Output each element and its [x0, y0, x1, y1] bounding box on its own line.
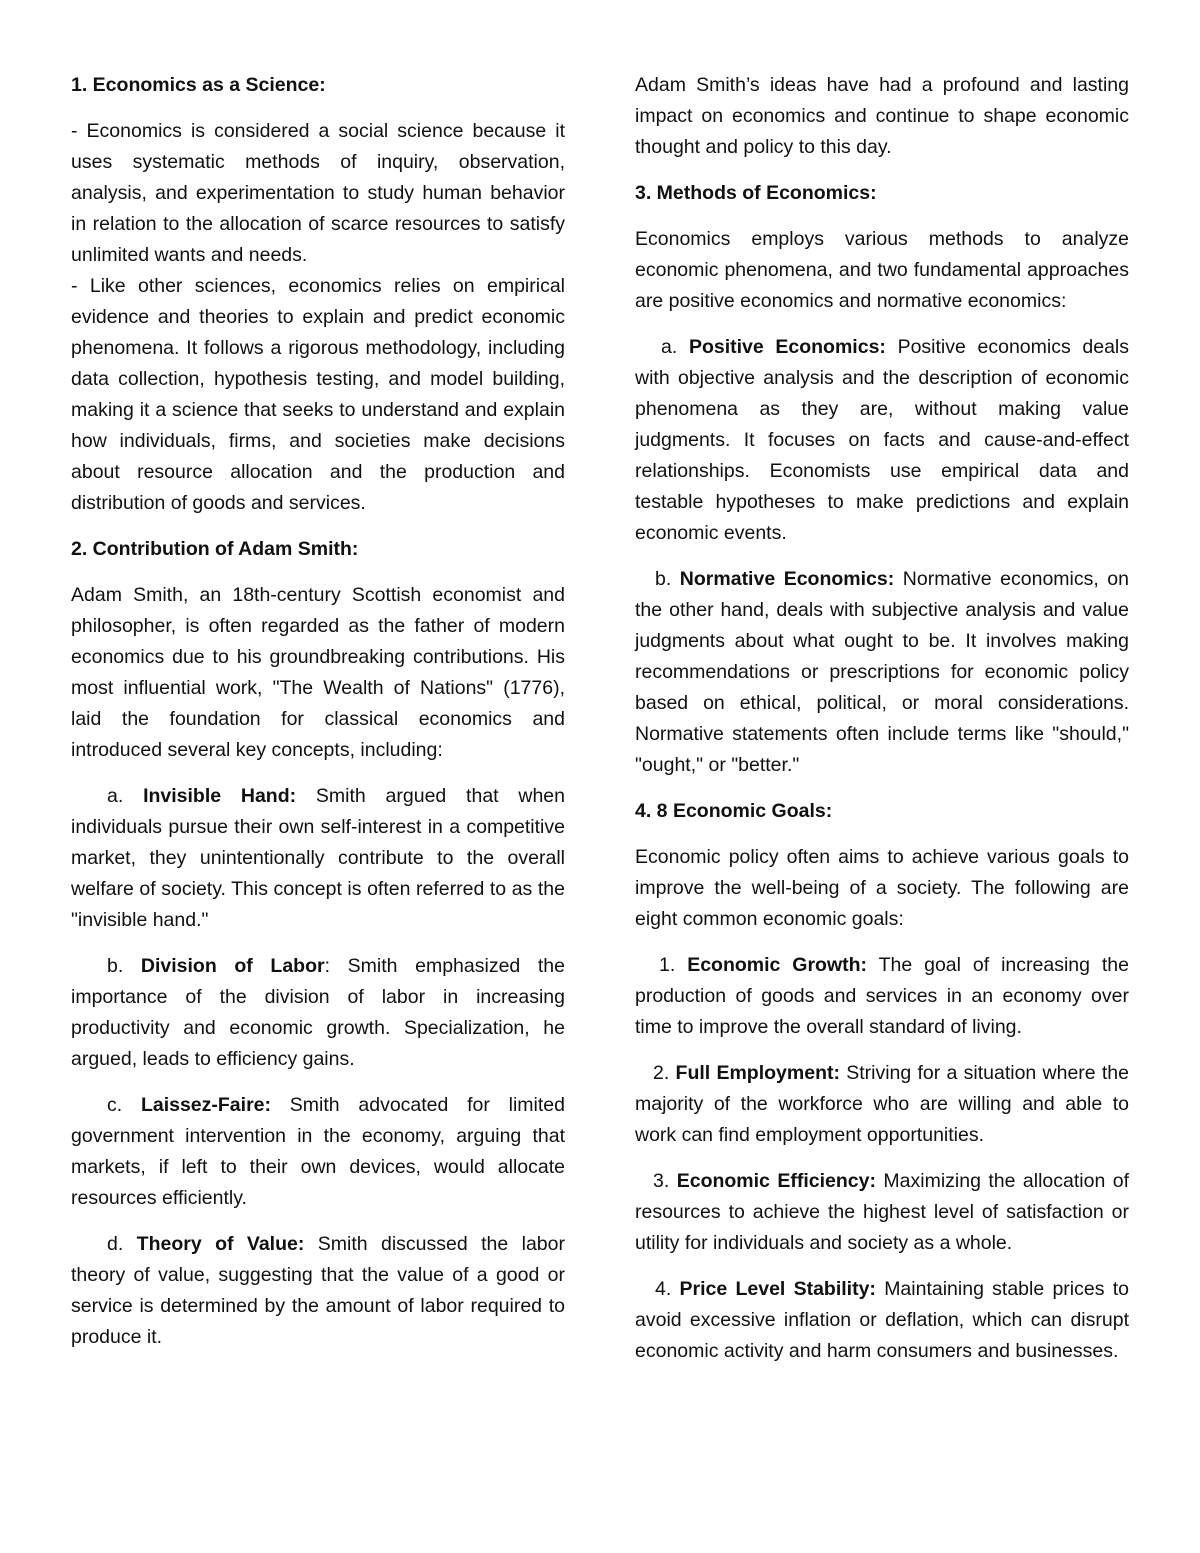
paragraph-adam-smith-conclusion: Adam Smith’s ideas have had a profound and lasting impact on economics and continue to shape economic thought and policy to this day. [635, 74, 1129, 158]
item-term: Economic Growth: [687, 954, 868, 976]
item-prefix: b. [655, 568, 680, 590]
right-column [635, 70, 1129, 1382]
item-text: Smith argued that when individuals pursue their own self-interest in a competitive market, they unintentionally contribute to the overall welfare of society. This concept is often referred to as the "invisible hand." [71, 785, 565, 931]
item-text: Maintaining stable prices to avoid excessive inflation or deflation, which can disrupt economic activity and harm consumers and businesses. [635, 1278, 1129, 1362]
left-column [71, 70, 565, 1368]
paragraph-adam-smith-intro: Adam Smith, an 18th-century Scottish economist and philosopher, is often regarded as the father of modern economics due to his groundbreaking contributions. His most influential work, "The Wealth of Nations" (1776), laid the foundation for classical economics and introduced several key concepts, including: [71, 584, 565, 761]
list-item-division-of-labor [71, 951, 565, 1075]
list-item-economic-growth [635, 950, 1129, 1043]
paragraph-economic-goals-intro: Economic policy often aims to achieve various goals to improve the well-being of a society. The following are eight common economic goals: [635, 846, 1129, 930]
list-item-positive-economics [635, 332, 1129, 549]
item-term: Theory of Value: [136, 1233, 305, 1255]
item-text: Smith advocated for limited government intervention in the economy, arguing that markets, if left to their own devices, would allocate resources efficiently. [71, 1094, 565, 1209]
item-text: The goal of increasing the production of goods and services in an economy over time to improve the overall standard of living. [635, 954, 1129, 1038]
paragraph-empirical-evidence: - Like other sciences, economics relies on empirical evidence and theories to explain and predict economic phenomena. It follows a rigorous methodology, including data collection, hypothesis testing, and model building, making it a science that seeks to understand and explain how individuals, firms, and societies make decisions about resource allocation and the production and distribution of goods and services. [71, 275, 565, 514]
item-term: Normative Economics: [679, 568, 895, 590]
item-text: Smith discussed the labor theory of value, suggesting that the value of a good or service is determined by the amount of labor required to produce it. [71, 1233, 565, 1348]
list-item-laissez-faire [71, 1090, 565, 1214]
list-item-normative-economics [635, 564, 1129, 781]
list-item-economic-efficiency [635, 1166, 1129, 1259]
item-text: : Smith emphasized the importance of the division of labor in increasing productivity and economic growth. Specialization, he argued, leads to efficiency gains. [71, 955, 565, 1070]
item-prefix: d. [107, 1233, 137, 1255]
item-prefix: b. [107, 955, 141, 977]
item-term: Laissez-Faire: [140, 1094, 271, 1116]
section-heading-methods-of-economics: 3. Methods of Economics: [635, 182, 877, 204]
item-prefix: 4. [655, 1278, 680, 1300]
item-text: Maximizing the allocation of resources to achieve the highest level of satisfaction or utility for individuals and society as a whole. [635, 1170, 1130, 1254]
list-item-theory-of-value [71, 1229, 565, 1353]
item-prefix: 1. [659, 954, 688, 976]
item-prefix: c. [107, 1094, 141, 1116]
list-item-full-employment [635, 1058, 1129, 1151]
item-prefix: a. [107, 785, 144, 807]
item-prefix: 3. [653, 1170, 677, 1192]
item-term: Full Employment: [675, 1062, 840, 1084]
item-text: Striving for a situation where the majority of the workforce who are willing and able to work can find employment opportunities. [635, 1062, 1129, 1146]
section-heading-economics-as-science: 1. Economics as a Science: [71, 74, 326, 96]
item-term: Economic Efficiency: [676, 1170, 876, 1192]
item-prefix: 2. [653, 1062, 676, 1084]
item-text: Normative economics, on the other hand, deals with subjective analysis and value judgments about what ought to be. It involves making recommendations or prescriptions for economic policy based on ethical, political, or moral considerations. Normative statements often include terms like "should," "ought," or "better." [635, 568, 1130, 776]
item-term: Positive Economics: [688, 336, 886, 358]
list-item-invisible-hand [71, 781, 565, 936]
section-heading-economic-goals: 4. 8 Economic Goals: [635, 800, 833, 822]
paragraph-methods-intro: Economics employs various methods to analyze economic phenomena, and two fundamental approaches are positive economics and normative economics: [635, 228, 1129, 312]
item-term: Invisible Hand: [143, 785, 297, 807]
section-heading-adam-smith: 2. Contribution of Adam Smith: [71, 538, 359, 560]
item-term: Division of Labor [140, 955, 325, 977]
item-text: Positive economics deals with objective analysis and the description of economic phenomena as they are, without making value judgments. It focuses on facts and cause-and-effect relationships. Economists use empirical data and testable hypotheses to make predictions and explain economic events. [635, 336, 1129, 544]
list-item-price-level-stability [635, 1274, 1129, 1367]
item-term: Price Level Stability: [679, 1278, 876, 1300]
paragraph-social-science: - Economics is considered a social science because it uses systematic methods of inquiry, observation, analysis, and experimentation to study human behavior in relation to the allocation of scarce resources to satisfy unlimited wants and needs. [71, 120, 565, 266]
item-prefix: a. [661, 336, 689, 358]
